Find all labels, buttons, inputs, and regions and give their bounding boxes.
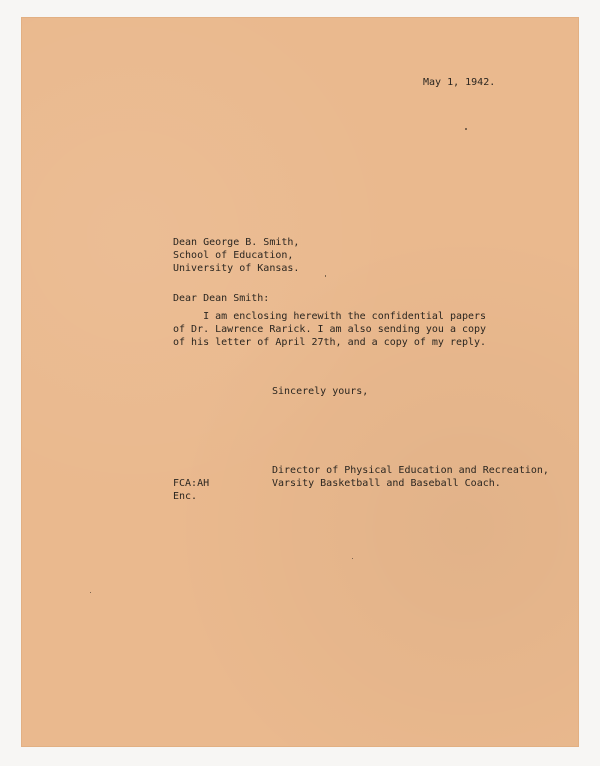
recipient-line: School of Education, xyxy=(173,250,294,261)
recipient-address xyxy=(173,236,299,275)
signature-title-line: Director of Physical Education and Recreation, xyxy=(272,465,549,476)
body-line: of his letter of April 27th, and a copy of my reply. xyxy=(173,337,487,348)
closing: Sincerely yours, xyxy=(272,386,369,397)
recipient-line: University of Kansas. xyxy=(173,263,300,274)
paper-speck xyxy=(352,558,353,559)
salutation: Dear Dean Smith: xyxy=(173,293,270,304)
letter-body xyxy=(173,310,486,349)
body-line: I am enclosing herewith the confidential papers xyxy=(173,311,487,322)
recipient-line: Dean George B. Smith, xyxy=(173,237,300,248)
reference-block xyxy=(173,477,209,503)
paper-speck xyxy=(465,128,467,130)
signature-title xyxy=(272,464,549,490)
enclosure-notation: Enc. xyxy=(173,491,198,502)
signature-title-line: Varsity Basketball and Baseball Coach. xyxy=(272,478,501,489)
paper-speck xyxy=(90,592,91,593)
body-line: of Dr. Lawrence Rarick. I am also sending you a copy xyxy=(173,324,487,335)
letter-date: May 1, 1942. xyxy=(423,77,496,88)
letter-paper xyxy=(22,18,578,746)
paper-speck xyxy=(325,275,326,277)
reference-initials: FCA:AH xyxy=(173,478,210,489)
